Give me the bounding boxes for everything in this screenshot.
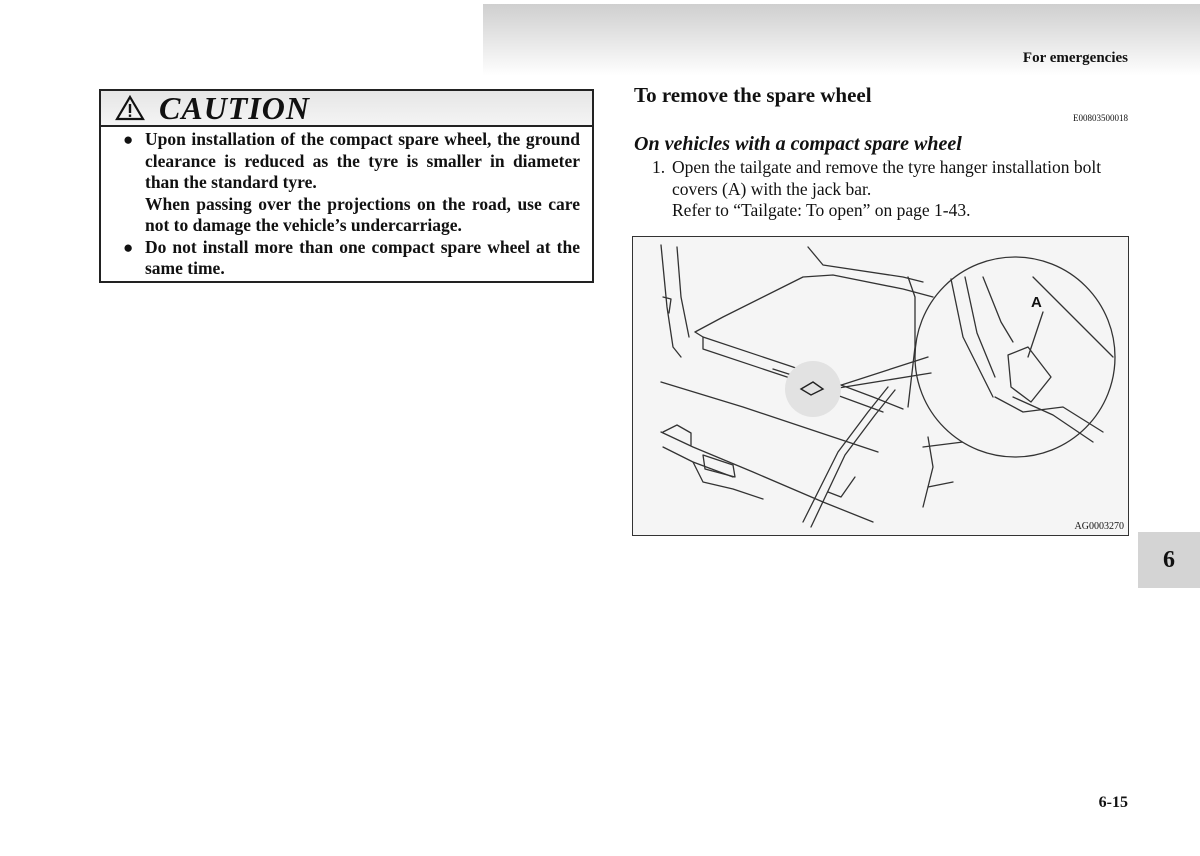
document-code: E00803500018 xyxy=(1073,113,1128,123)
warning-triangle-icon xyxy=(115,95,145,121)
caution-item xyxy=(123,237,580,280)
cargo-area-illustration xyxy=(633,237,1129,536)
caution-paragraph: When passing over the projections on the road, use care not to damage the vehicle’s undercarriage. xyxy=(145,193,580,235)
step-reference: Refer to “Tailgate: To open” on page 1-43. xyxy=(672,200,971,220)
caution-paragraph: Do not install more than one compact spare wheel at the same time. xyxy=(145,236,580,278)
step-number: 1. xyxy=(652,157,666,177)
figure-code: AG0003270 xyxy=(1074,521,1124,532)
main-heading: To remove the spare wheel xyxy=(634,83,872,107)
illustration-figure xyxy=(632,236,1129,536)
step-text xyxy=(672,157,1129,222)
callout-label-a: A xyxy=(1031,294,1042,311)
bullet-icon: ● xyxy=(123,130,134,149)
caution-list xyxy=(101,127,592,280)
caution-box xyxy=(99,89,594,283)
chapter-tab: 6 xyxy=(1138,532,1200,588)
section-title: For emergencies xyxy=(1022,50,1128,66)
page-number: 6-15 xyxy=(1098,794,1128,811)
step-instruction: Open the tailgate and remove the tyre hanger installation bolt covers (A) with the jack bar. xyxy=(672,157,1102,199)
caution-paragraph: Upon installation of the compact spare wheel, the ground clearance is reduced as the tyre is smaller in diameter than the standard tyre. xyxy=(145,129,580,192)
caution-title: CAUTION xyxy=(159,90,311,126)
bullet-icon: ● xyxy=(123,237,134,257)
step-item xyxy=(652,157,1129,222)
sub-heading: On vehicles with a compact spare wheel xyxy=(634,133,962,155)
caution-item xyxy=(123,129,580,237)
caution-header xyxy=(101,91,592,127)
